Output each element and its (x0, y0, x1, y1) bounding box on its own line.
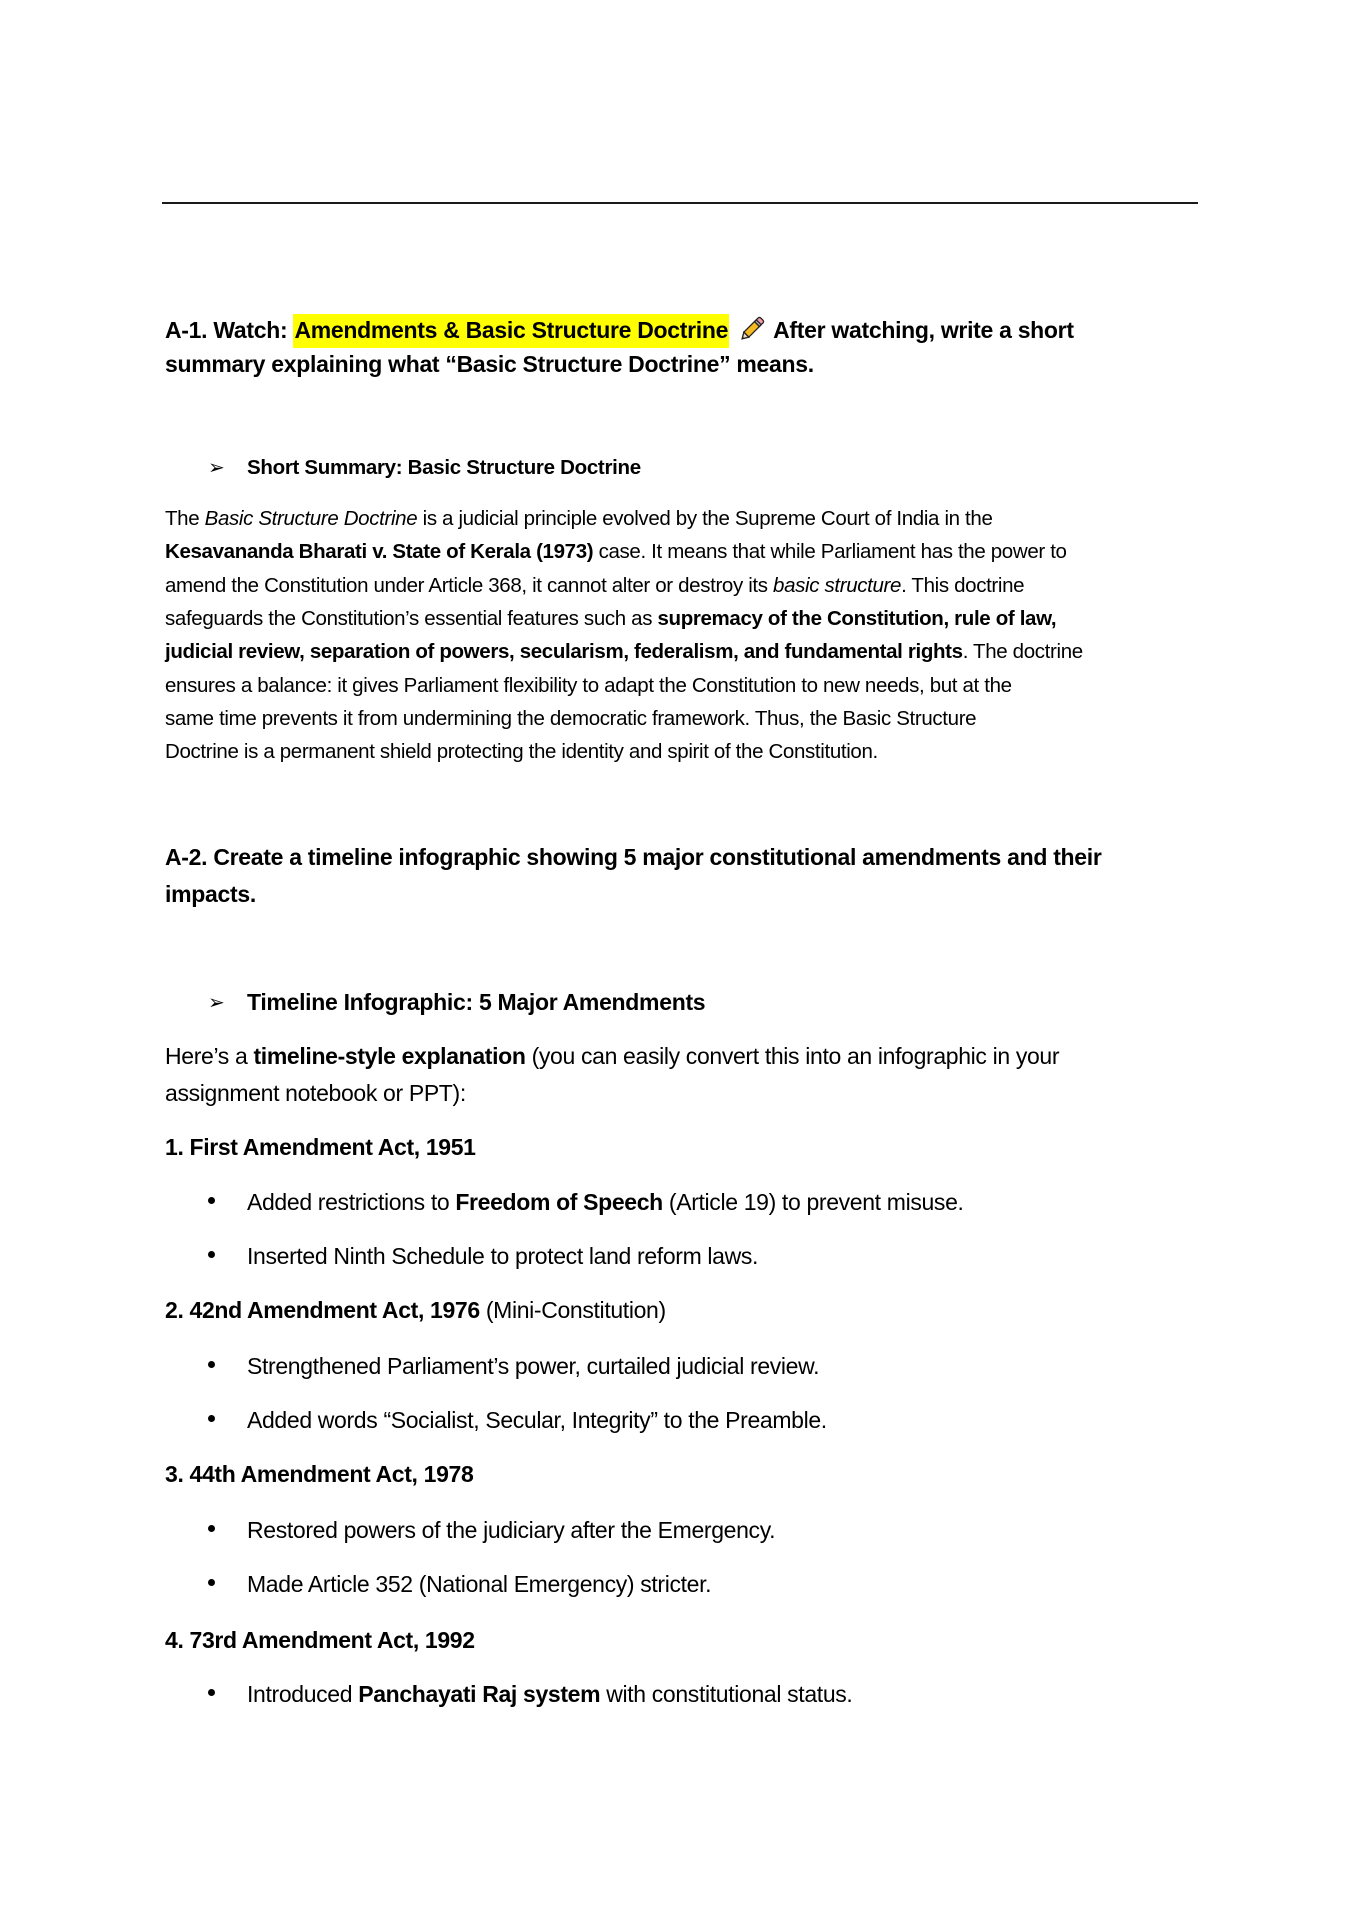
amendment-point: Introduced Panchayati Raj system with constitutional status. (247, 1681, 853, 1707)
a1-instruction: After watching, write a short (773, 317, 1074, 343)
amendment-title: 2. 42nd Amendment Act, 1976 (165, 1297, 480, 1323)
amendment-point: Made Article 352 (National Emergency) stricter. (247, 1571, 712, 1597)
summary-line: same time prevents it from undermining the democratic framework. Thus, the Basic Structure (165, 707, 977, 730)
video-link-amendments-basic-structure[interactable]: Amendments & Basic Structure Doctrine (293, 314, 729, 348)
summary-line: amend the Constitution under Article 368, it cannot alter or destroy its basic structure. This doctrine (165, 574, 1025, 597)
summary-line: The Basic Structure Doctrine is a judicial principle evolved by the Supreme Court of India in the (165, 507, 993, 530)
summary-line: judicial review, separation of powers, secularism, federalism, and fundamental rights. The doctrine (165, 640, 1083, 663)
summary-heading: Short Summary: Basic Structure Doctrine (247, 456, 641, 479)
timeline-intro-line2: assignment notebook or PPT): (165, 1080, 466, 1106)
amendment-title: 1. First Amendment Act, 1951 (165, 1134, 476, 1160)
amendment-title-row (165, 1297, 666, 1324)
bullet-dot-icon (208, 1415, 215, 1422)
bullet-dot-icon (208, 1361, 215, 1368)
amendment-point: Added words “Socialist, Secular, Integrity” to the Preamble. (247, 1407, 827, 1433)
amendment-point: Added restrictions to Freedom of Speech (Article 19) to prevent misuse. (247, 1189, 964, 1215)
amendment-note: (Mini-Constitution) (479, 1297, 666, 1323)
a1-heading-line2: summary explaining what “Basic Structure Doctrine” means. (165, 351, 814, 377)
arrow-bullet-icon: ➢ (208, 457, 225, 479)
bullet-dot-icon (208, 1579, 215, 1586)
a2-heading-line2: impacts. (165, 881, 256, 907)
summary-line: Doctrine is a permanent shield protecting the identity and spirit of the Constitution. (165, 740, 878, 763)
summary-line: safeguards the Constitution’s essential features such as supremacy of the Constitution, rule of law, (165, 607, 1057, 630)
summary-line: Kesavananda Bharati v. State of Kerala (1973) case. It means that while Parliament has the power to (165, 540, 1067, 563)
amendment-point: Inserted Ninth Schedule to protect land reform laws. (247, 1243, 759, 1269)
amendment-title: 4. 73rd Amendment Act, 1992 (165, 1627, 475, 1653)
a1-prefix: A-1. Watch: (165, 317, 294, 343)
amendment-title: 3. 44th Amendment Act, 1978 (165, 1461, 474, 1487)
bullet-dot-icon (208, 1689, 215, 1696)
pencil-icon (737, 314, 767, 344)
header-divider (162, 202, 1198, 204)
arrow-bullet-icon: ➢ (208, 992, 225, 1014)
timeline-heading: Timeline Infographic: 5 Major Amendments (247, 989, 706, 1015)
summary-line: ensures a balance: it gives Parliament flexibility to adapt the Constitution to new needs, but at the (165, 674, 1012, 697)
timeline-intro-line1: Here’s a timeline-style explanation (you can easily convert this into an infographic in your (165, 1043, 1060, 1069)
a1-heading-line1 (165, 314, 1074, 344)
bullet-dot-icon (208, 1251, 215, 1258)
amendment-point: Strengthened Parliament’s power, curtailed judicial review. (247, 1353, 820, 1379)
bullet-dot-icon (208, 1197, 215, 1204)
a2-heading-line1: A-2. Create a timeline infographic showing 5 major constitutional amendments and their (165, 844, 1102, 870)
amendment-point: Restored powers of the judiciary after the Emergency. (247, 1517, 776, 1543)
bullet-dot-icon (208, 1525, 215, 1532)
